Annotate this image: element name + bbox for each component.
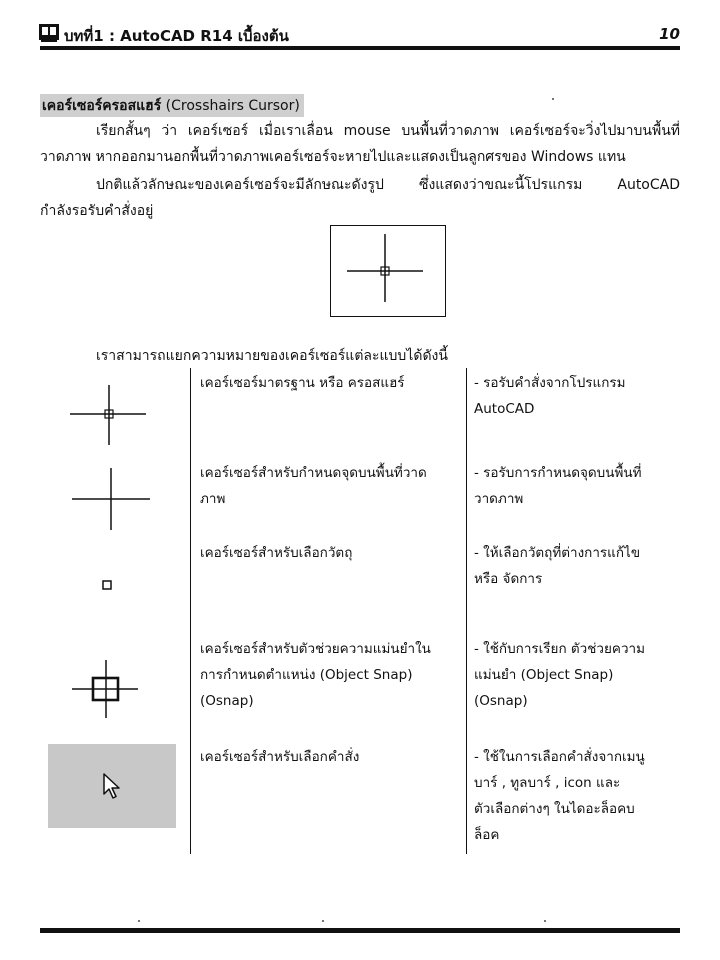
row-5-note-line: ตัวเลือกต่างๆ ในไดอะล็อคบ xyxy=(474,801,635,817)
table-divider-right xyxy=(466,368,467,854)
row-5-note-line: - ใช้ในการเลือกคำสั่งจากเมนู xyxy=(474,749,645,765)
row-5-note xyxy=(474,744,684,848)
row-3-description-line: เคอร์เซอร์สำหรับเลือกวัตถุ xyxy=(200,545,353,561)
arrow-pointer-swatch xyxy=(48,744,176,828)
row-4-note-line: - ใช้กับการเรียก ตัวช่วยความ xyxy=(474,641,645,657)
row-5-description-line: เคอร์เซอร์สำหรับเลือกคำสั่ง xyxy=(200,749,360,765)
crosshair-icon xyxy=(72,468,152,532)
row-4-note-line: (Osnap) xyxy=(474,693,528,709)
cursor-figure xyxy=(330,225,446,317)
row-3-note-line: - ให้เลือกวัตถุที่ต่างการแก้ไข xyxy=(474,545,641,561)
scan-speck xyxy=(322,920,324,922)
row-4-note xyxy=(474,636,684,714)
row-1-description xyxy=(200,370,458,396)
paragraph-1-line-2: วาดภาพ หากออกมานอกพื้นที่วาดภาพเคอร์เซอร์จะหายไปและแสดงเป็นลูกศรของ Windows แทน xyxy=(40,149,626,165)
row-1-note-line: - รอรับคำสั่งจากโปรแกรม xyxy=(474,375,626,391)
footer-rule xyxy=(40,928,680,933)
row-5-description xyxy=(200,744,458,770)
row-5-note-line: บาร์ , ทูลบาร์ , icon และ xyxy=(474,775,621,791)
row-4-description-line: การกำหนดตำแหน่ง (Object Snap) xyxy=(200,667,413,683)
section-heading xyxy=(40,94,304,117)
row-2-description-line: ภาพ xyxy=(200,491,226,507)
row-3-note-line: หรือ จัดการ xyxy=(474,571,543,587)
table-intro: เราสามารถแยกความหมายของเคอร์เซอร์แต่ละแบบได้ดังนี้ xyxy=(96,348,448,364)
paragraph-2-line-2: กำลังรอรับคำสั่งอยู่ xyxy=(40,203,154,219)
crosshair-with-box-icon xyxy=(70,385,148,447)
row-2-note-line: - รอรับการกำหนดจุดบนพื้นที่ xyxy=(474,465,642,481)
crosshair-with-box-icon xyxy=(331,226,445,316)
row-2-note xyxy=(474,460,684,512)
row-1-note xyxy=(474,370,684,422)
row-1-note-line: AutoCAD xyxy=(474,401,535,417)
row-2-description xyxy=(200,460,458,512)
arrow-pointer-icon xyxy=(102,772,124,802)
table-divider-left xyxy=(190,368,191,854)
row-2-description-line: เคอร์เซอร์สำหรับกำหนดจุดบนพื้นที่วาด xyxy=(200,465,427,481)
osnap-cursor-icon xyxy=(72,660,140,718)
page-number: 10 xyxy=(659,25,680,43)
section-heading-thai: เคอร์เซอร์ครอสแฮร์ xyxy=(42,98,162,114)
row-4-description-line: (Osnap) xyxy=(200,693,254,709)
row-5-note-line: ล็อค xyxy=(474,827,500,843)
row-3-note xyxy=(474,540,684,592)
paragraph-2-line-1: ปกติแล้วลักษณะของเคอร์เซอร์จะมีลักษณะดังรูป ซึ่งแสดงว่าขณะนี้โปรแกรม AutoCAD xyxy=(96,177,680,193)
row-1-description-line: เคอร์เซอร์มาตรฐาน หรือ ครอสแฮร์ xyxy=(200,375,405,391)
section-heading-english: (Crosshairs Cursor) xyxy=(165,98,300,114)
scan-speck xyxy=(552,98,554,100)
scan-speck xyxy=(138,920,140,922)
paragraph-1-line-1: เรียกสั้นๆ ว่า เคอร์เซอร์ เมื่อเราเลื่อน mouse บนพื้นที่วาดภาพ เคอร์เซอร์จะวิ่งไปมาบนพื้นที่ xyxy=(96,123,680,139)
scan-speck xyxy=(544,920,546,922)
row-4-note-line: แม่นยำ (Object Snap) xyxy=(474,667,614,683)
row-2-note-line: วาดภาพ xyxy=(474,491,524,507)
chapter-title: บทที่1 : AutoCAD R14 เบื้องต้น xyxy=(64,27,289,45)
header-rule xyxy=(40,46,680,50)
page-header xyxy=(38,22,684,48)
row-4-description-line: เคอร์เซอร์สำหรับตัวช่วยความแม่นยำใน xyxy=(200,641,431,657)
book-icon xyxy=(38,23,60,43)
pickbox-icon xyxy=(102,580,114,592)
row-3-description xyxy=(200,540,458,566)
row-4-description xyxy=(200,636,458,714)
